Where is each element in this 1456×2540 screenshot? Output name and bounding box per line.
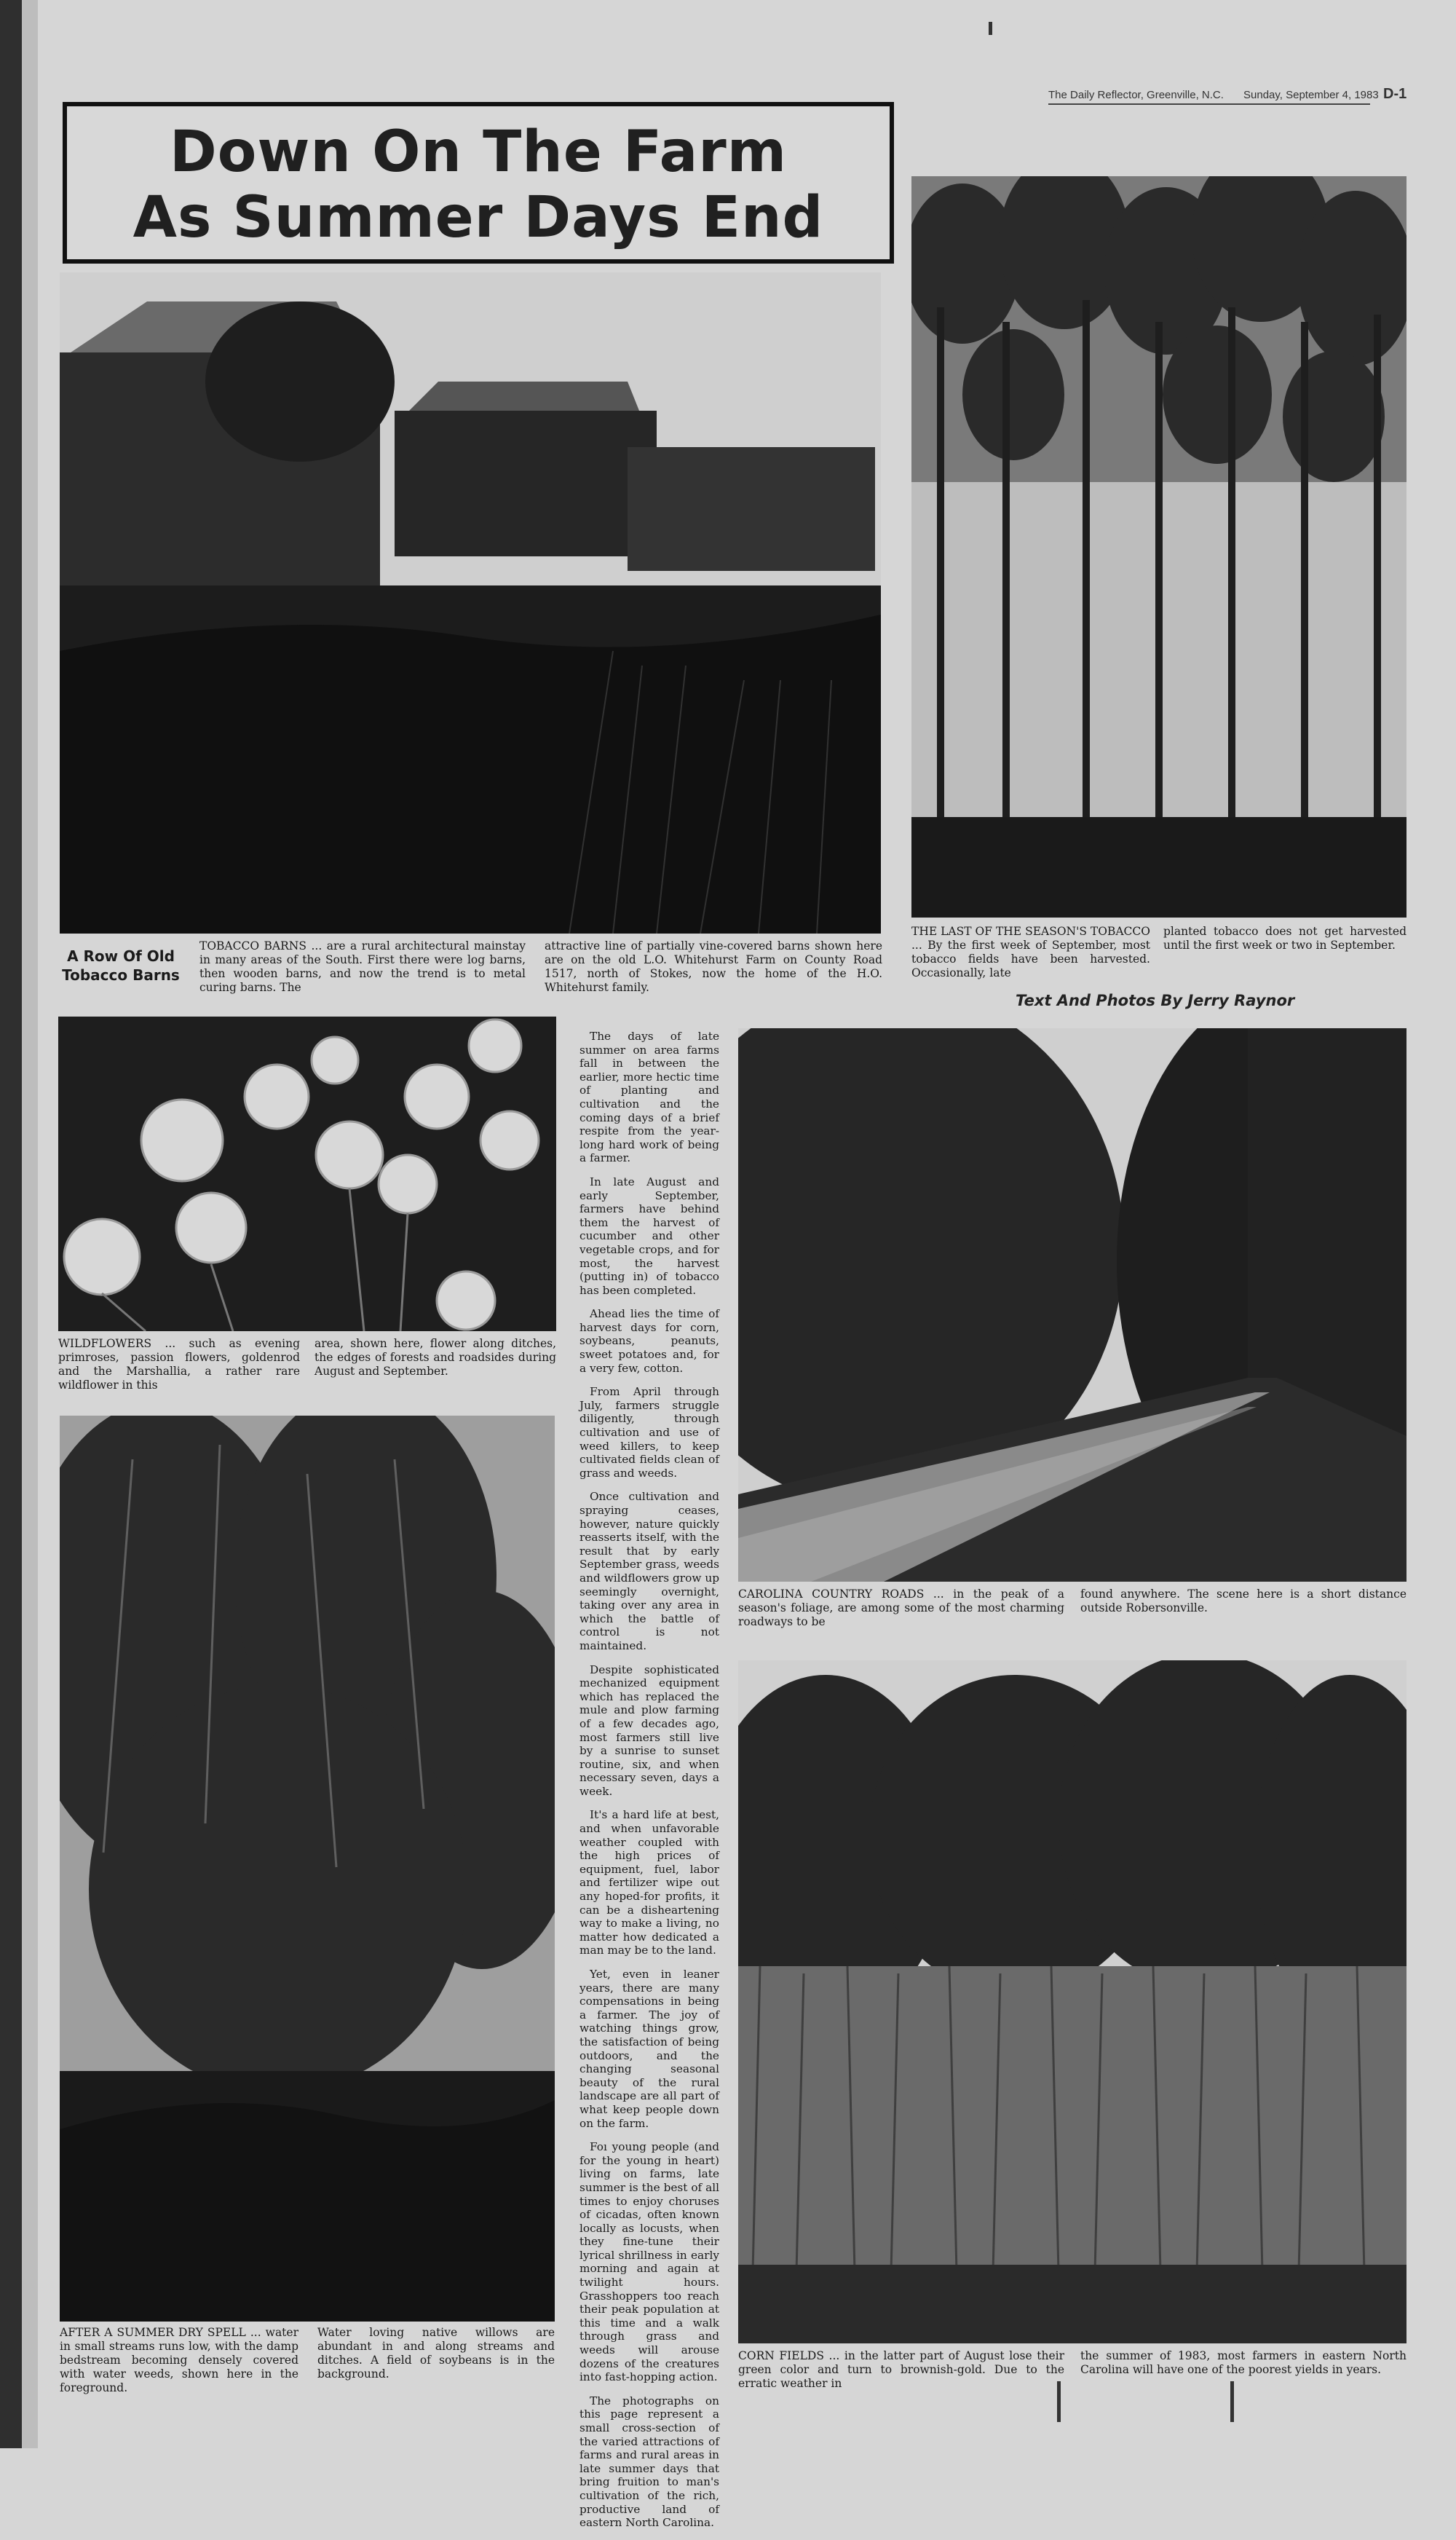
article-paragraph: In late August and early September, farmers have behind them the harvest of cucumber and other vegetable crops, and for most, the harvest (putting in) of tobacco has been completed. (579, 1175, 719, 1297)
photo-wildflowers (58, 1017, 556, 1331)
article-paragraph: From April through July, farmers struggle diligently, through cultivation and use of weed killers, to keep cultivated fields clean of grass and weeds. (579, 1385, 719, 1480)
caption-roads-col1: CAROLINA COUNTRY ROADS ... in the peak of a season's foliage, are among some of the most charming roadways to be (738, 1588, 1064, 1628)
caption-wildflowers-col1: WILDFLOWERS ... such as evening primroses, passion flowers, goldenrod and the Marshallia, a rather rare wildflower in this (58, 1337, 300, 1392)
article-paragraph: The photographs on this page represent a small cross-section of the varied attractions of farms and rural areas in late summer days that bring fruition to man's cultivation of the rich, productive land of eastern North Carolina. (579, 2394, 719, 2530)
caption-wildflowers-col2: area, shown here, flower along ditches, the edges of forests and roadsides during August and September. (314, 1337, 556, 1378)
caption-roads-col2: found anywhere. The scene here is a short distance outside Robersonville. (1080, 1588, 1406, 1614)
photo-tobacco-barns (60, 272, 881, 934)
headline-line-2: As Summer Days End (132, 185, 824, 251)
masthead-rule (1048, 103, 1370, 105)
caption-corn-col1: CORN FIELDS ... in the latter part of August lose their green color and turn to brownish-gold. Due to the erratic weather in (738, 2349, 1064, 2390)
article-paragraph: Foı young people (and for the young in heart) living on farms, late summer is the best of all times to enjoy choruses of cicadas, often known locally as locusts, when they fine-tune their lyrical shrillness in early morning and again at twilight hours. Grasshoppers too reach their peak population at this time and a walk through grass and weeds will arouse dozens of the creatures into fast-hopping action. (579, 2140, 719, 2384)
article-paragraph: Despite sophisticated mechanized equipment which has replaced the mule and plow farming of a few decades ago, most farmers still live by a sunrise to sunset routine, six, and when necessary seven, days a week. (579, 1663, 719, 1798)
page-edge-margin (22, 0, 38, 2448)
headline-box (63, 102, 894, 264)
article-paragraph: The days of late summer on area farms fall in between the earlier, more hectic time of planting and cultivation and the coming days of a brief respite from the year-long hard work of being a farmer. (579, 1030, 719, 1165)
article-body (579, 1030, 719, 2540)
caption-barns-col2: attractive line of partially vine-covered barns shown here are on the old L.O. Whitehurst Farm on County Road 1517, north of Stokes, now the home of the H.O. Whitehurst family. (545, 939, 882, 994)
article-paragraph: It's a hard life at best, and when unfavorable weather coupled with the high prices of equipment, fuel, labor and fertilizer wipe out any hoped-for profits, it can be a disheartening way to make a living, no matter how dedicated a man may be to the land. (579, 1808, 719, 1957)
article-paragraph: Once cultivation and spraying ceases, however, nature quickly reasserts itself, with the result that by early September grass, weeds and wildflowers grow up seemingly overnight, taking over any area in which the battle of control is not maintained. (579, 1490, 719, 1652)
masthead-page-number: D-1 (1383, 86, 1407, 102)
photo-summer-dry-spell (60, 1416, 555, 2322)
article-paragraph: Ahead lies the time of harvest days for corn, soybeans, peanuts, sweet potatoes and, for a very few, cotton. (579, 1307, 719, 1375)
article-paragraph: Yet, even in leaner years, there are many compensations in being a farmer. The joy of watching things grow, the satisfaction of being outdoors, and the changing seasonal beauty of the rural landscape are all part of what keep people down on the farm. (579, 1968, 719, 2130)
caption-title-barns: A Row Of Old Tobacco Barns (62, 947, 180, 984)
photo-corn-fields (738, 1660, 1406, 2343)
caption-tobacco-col1: THE LAST OF THE SEASON'S TOBACCO ... By the first week of September, most tobacco fields have been harvested. Occasionally, late (911, 925, 1150, 979)
page-edge-strip (0, 0, 22, 2448)
caption-dryspell-col2: Water loving native willows are abundant in and along streams and ditches. A field of soybeans is in the background. (317, 2326, 555, 2381)
masthead-paper-name: The Daily Reflector, Greenville, N.C. (1048, 89, 1224, 101)
caption-dryspell-col1: AFTER A SUMMER DRY SPELL ... water in small streams runs low, with the damp bedstream becoming densely covered with water weeds, shown here in the foreground. (60, 2326, 298, 2394)
masthead-date: Sunday, September 4, 1983 (1243, 89, 1379, 101)
photo-country-road (738, 1028, 1406, 1582)
caption-tobacco-col2: planted tobacco does not get harvested until the first week or two in September. (1163, 925, 1406, 952)
caption-barns-col1: TOBACCO BARNS ... are a rural architectural mainstay in many areas of the South. First there were log barns, then wooden barns, and now the trend is to metal curing barns. The (199, 939, 526, 994)
headline-line-1: Down On The Farm (170, 119, 787, 185)
caption-corn-col2: the summer of 1983, most farmers in eastern North Carolina will have one of the poorest yields in years. (1080, 2349, 1406, 2376)
print-smudge (989, 22, 992, 35)
print-smudge (1057, 2381, 1061, 2422)
byline: Text And Photos By Jerry Raynor (1016, 992, 1295, 1009)
print-smudge (1230, 2381, 1234, 2422)
photo-tobacco-field (911, 176, 1406, 918)
